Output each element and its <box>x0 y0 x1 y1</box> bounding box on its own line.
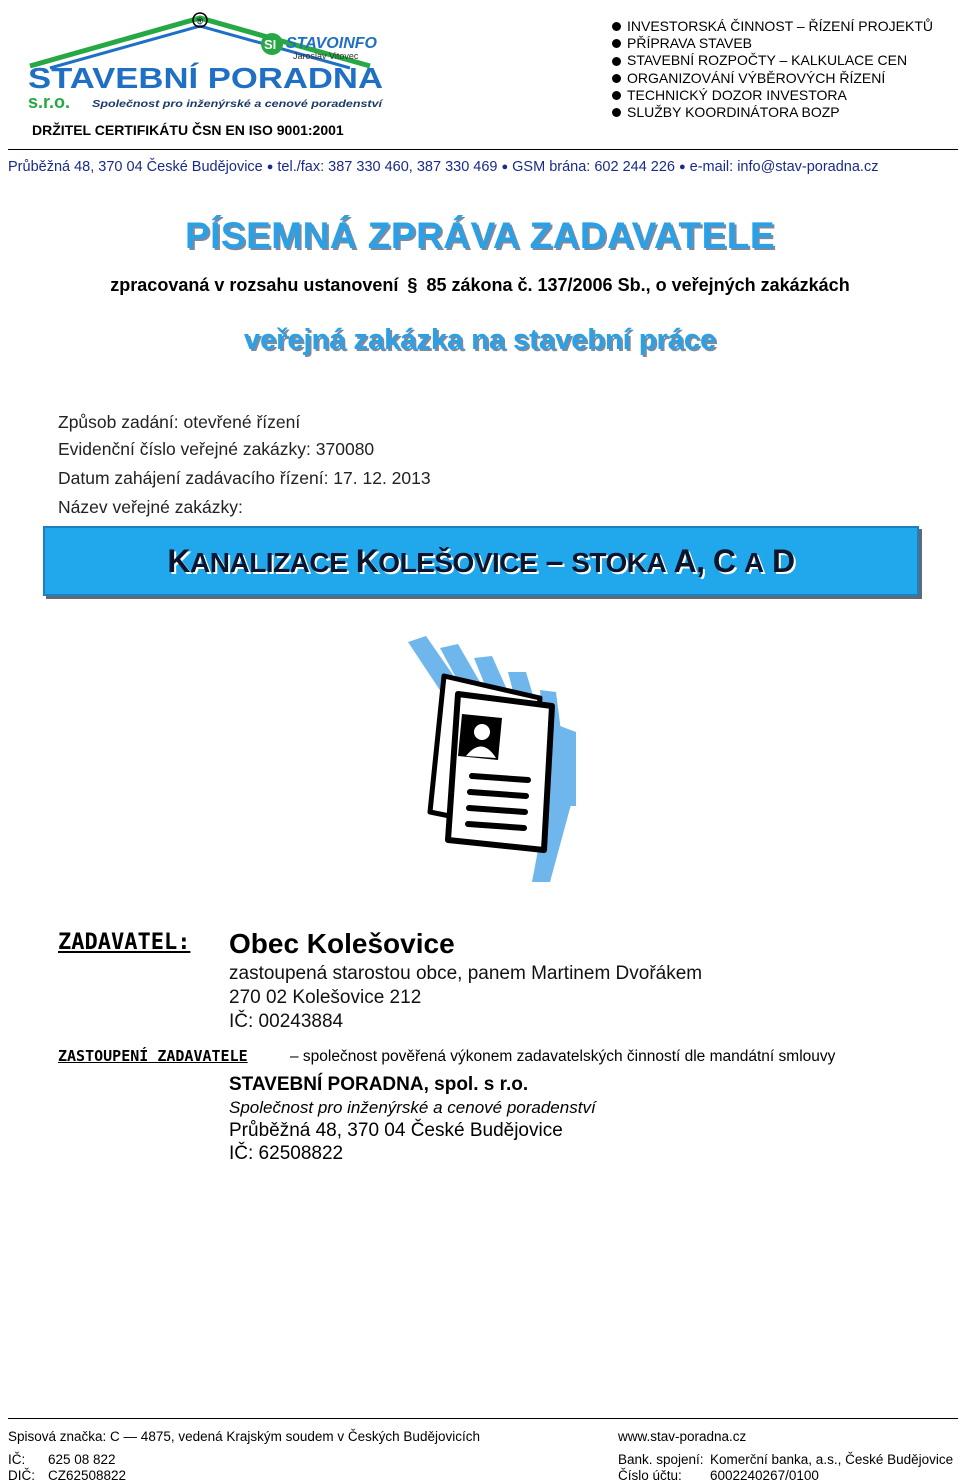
contract-name-banner <box>43 526 919 596</box>
service-item: PŘÍPRAVA STAVEB <box>612 35 933 52</box>
contract-name-label: Název veřejné zakázky: <box>58 497 243 517</box>
company-logo <box>10 8 395 120</box>
service-item: SLUŽBY KOORDINÁTORA BOZP <box>612 104 933 121</box>
company-logo-graphic <box>10 8 395 120</box>
client-name: Obec Kolešovice <box>229 928 455 959</box>
document-subtitle: zpracovaná v rozsahu ustanovení § 85 zákona č. 137/2006 Sb., o veřejných zakázkách <box>110 275 850 295</box>
client-address: 270 02 Kolešovice 212 <box>229 987 422 1008</box>
contract-number: Evidenční číslo veřejné zakázky: 370080 <box>58 439 375 459</box>
footer-vat-id: DIČ: CZ62508822 <box>8 1468 127 1483</box>
representative-label: ZASTOUPENÍ ZADAVATELE <box>58 1047 248 1065</box>
contact-gsm: GSM brána: 602 244 226 <box>512 159 675 175</box>
brand-name: STAVEBNÍ PORADNA <box>28 63 325 95</box>
bullet-icon <box>612 91 621 100</box>
client-representative: zastoupená starostou obce, panem Martinem Dvořákem <box>229 963 703 984</box>
procedure-start-date: Datum zahájení zadávacího řízení: 17. 12. 2013 <box>58 468 431 488</box>
service-item: TECHNICKÝ DOZOR INVESTORA <box>612 87 933 104</box>
footer-bank: Bank. spojení: Komerční banka, a.s., České Budějovice <box>618 1452 954 1467</box>
contact-address: Průběžná 48, 370 04 České Budějovice <box>8 159 263 175</box>
client-label: ZADAVATEL: <box>58 930 191 955</box>
footer-divider <box>8 1418 958 1419</box>
contract-name: KANALIZACE KOLEŠOVICE – STOKA A, C A D <box>167 542 795 579</box>
separator-dot-icon: ● <box>501 161 509 173</box>
header-divider <box>8 149 958 150</box>
section-sign-icon: § <box>407 275 418 295</box>
award-procedure: Způsob zadání: otevřené řízení <box>58 412 301 432</box>
bullet-icon <box>612 39 621 48</box>
representative-name: STAVEBNÍ PORADNA, spol. s r.o. <box>229 1074 529 1095</box>
brand-sro: s.r.o. <box>28 92 71 112</box>
client-id: IČ: 00243884 <box>229 1011 344 1032</box>
bullet-icon <box>612 22 621 31</box>
service-item: ORGANIZOVÁNÍ VÝBĚROVÝCH ŘÍZENÍ <box>612 70 933 87</box>
partner-brand: STAVOINFO <box>286 35 377 52</box>
representative-description: – společnost pověřená výkonem zadavatelských činností dle mandátní smlouvy <box>290 1048 836 1065</box>
contract-type-title: veřejná zakázka na stavební práce <box>243 324 717 356</box>
representative-tagline: Společnost pro inženýrské a cenové poradenství <box>229 1098 596 1117</box>
services-list <box>612 18 933 121</box>
service-item: INVESTORSKÁ ČINNOST – ŘÍZENÍ PROJEKTŮ <box>612 18 933 35</box>
certificate-text: DRŽITEL CERTIFIKÁTU ČSN EN ISO 9001:2001 <box>32 122 344 138</box>
partner-owner: Jaroslav Vitovec <box>293 51 359 61</box>
separator-dot-icon: ● <box>679 161 686 173</box>
bullet-icon <box>612 74 621 83</box>
document-title: PÍSEMNÁ ZPRÁVA ZADAVATELE <box>184 215 776 256</box>
service-item: STAVEBNÍ ROZPOČTY – KALKULACE CEN <box>612 52 933 69</box>
footer-website-link[interactable]: www.stav-poradna.cz <box>618 1429 747 1444</box>
representative-id: IČ: 62508822 <box>229 1143 344 1164</box>
contact-line <box>8 159 878 175</box>
bullet-icon <box>612 57 621 66</box>
separator-dot-icon: ● <box>266 161 274 173</box>
contact-email[interactable]: e-mail: info@stav-poradna.cz <box>689 159 879 175</box>
footer-company-id: IČ: 625 08 822 <box>8 1452 116 1467</box>
brand-tagline: Společnost pro inženýrské a cenové poradenství <box>92 98 385 110</box>
footer-registration: Spisová značka: C — 4875, vedená Krajským soudem v Českých Budějovicích <box>8 1429 480 1444</box>
document-clipart-icon <box>400 636 600 884</box>
registered-mark: ® <box>196 16 204 26</box>
contact-phone: tel./fax: 387 330 460, 387 330 469 <box>277 159 498 175</box>
bullet-icon <box>612 108 621 117</box>
footer-account-number: Číslo účtu: 6002240267/0100 <box>618 1468 819 1483</box>
representative-address: Průběžná 48, 370 04 České Budějovice <box>229 1120 563 1141</box>
partner-mark: SI <box>264 37 277 52</box>
